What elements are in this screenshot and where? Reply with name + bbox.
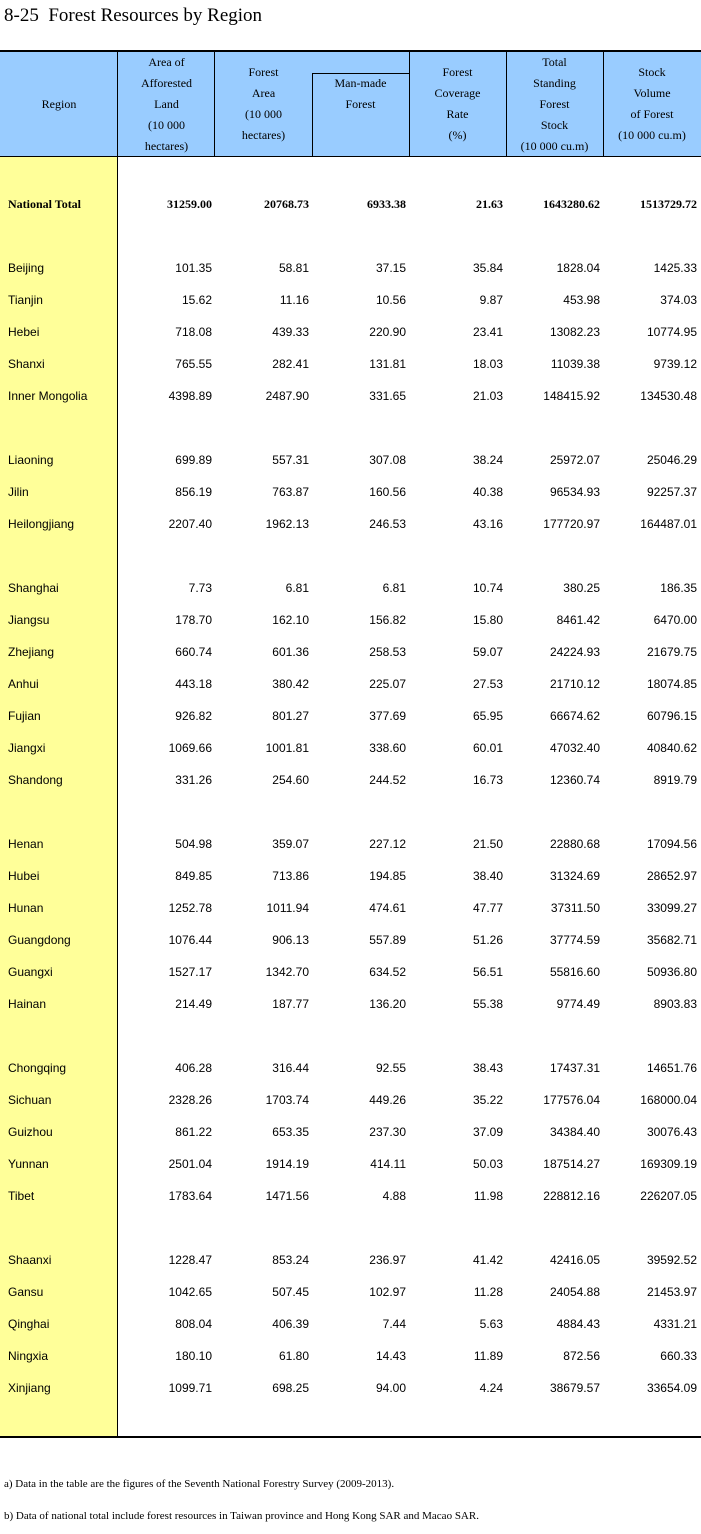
cell-value: 27.53 [472, 677, 503, 691]
cell-value: 507.45 [272, 1285, 309, 1299]
header-line: Afforested [140, 75, 193, 90]
header-line: (10 000 cu.m) [520, 138, 589, 153]
cell-value: 374.03 [660, 293, 697, 307]
cell-value: 4.24 [479, 1381, 503, 1395]
cell-value: 17094.56 [646, 837, 697, 851]
cell-value: 1042.65 [168, 1285, 212, 1299]
table-row-national-total [0, 189, 701, 221]
cell-value: 1828.04 [556, 261, 600, 275]
header-line: (10 000 [148, 117, 185, 132]
table-row [0, 669, 701, 701]
region-name: Shandong [8, 773, 63, 787]
cell-value: 227.12 [369, 837, 406, 851]
cell-value: 16.73 [472, 773, 503, 787]
cell-value: 18.03 [472, 357, 503, 371]
cell-value: 168000.04 [640, 1093, 697, 1107]
cell-value: 61.80 [278, 1349, 309, 1363]
cell-value: 2328.26 [168, 1093, 212, 1107]
cell-value: 718.08 [175, 325, 212, 339]
header-line: Man-made [334, 76, 387, 90]
cell-value: 1425.33 [653, 261, 697, 275]
cell-value: 765.55 [175, 357, 212, 371]
cell-value: 226207.05 [640, 1189, 697, 1203]
cell-value: 228812.16 [543, 1189, 600, 1203]
cell-value: 35.84 [472, 261, 503, 275]
cell-value: 39592.52 [646, 1253, 697, 1267]
cell-value: 557.31 [272, 453, 309, 467]
cell-value: 66674.62 [549, 709, 600, 723]
cell-value: 1099.71 [168, 1381, 212, 1395]
table-row [0, 445, 701, 477]
cell-value: 331.26 [175, 773, 212, 787]
cell-value: 24224.93 [549, 645, 600, 659]
region-name: Jiangxi [8, 741, 46, 755]
header-line: Stock [638, 65, 666, 79]
cell-value: 38.43 [472, 1061, 503, 1075]
cell-value: 33654.09 [646, 1381, 697, 1395]
region-name: Chongqing [8, 1061, 67, 1075]
cell-value: 35682.71 [646, 933, 697, 947]
cell-value: 38.40 [472, 869, 503, 883]
header-line: (%) [448, 128, 467, 142]
cell-value: 33099.27 [646, 901, 697, 915]
cell-value: 60.01 [472, 741, 503, 755]
cell-value: 25972.07 [549, 453, 600, 467]
cell-value: 59.07 [472, 645, 503, 659]
cell-value: 11.28 [473, 1285, 503, 1299]
cell-value: 220.90 [369, 325, 406, 339]
cell-value: 10.56 [375, 293, 406, 307]
table-row [0, 861, 701, 893]
cell-value: 244.52 [369, 773, 406, 787]
cell-value: 28652.97 [646, 869, 697, 883]
column-divider [214, 52, 215, 157]
cell-value: 254.60 [272, 773, 309, 787]
cell-value: 504.98 [175, 837, 212, 851]
table-row [0, 957, 701, 989]
header-forest-area [215, 52, 312, 156]
region-name: Shanxi [8, 357, 45, 371]
region-name: Tibet [8, 1189, 35, 1203]
region-name: Yunnan [8, 1157, 49, 1171]
cell-value: 4884.43 [556, 1317, 600, 1331]
header-line: Forest [539, 96, 570, 111]
cell-value: 42416.05 [549, 1253, 600, 1267]
cell-value: 861.22 [175, 1125, 212, 1139]
cell-value: 225.07 [369, 677, 406, 691]
cell-value: 148415.92 [543, 389, 600, 403]
cell-value: 853.24 [272, 1253, 309, 1267]
table-row [0, 605, 701, 637]
table-row [0, 733, 701, 765]
cell-value: 194.85 [369, 869, 406, 883]
cell-value: 9.87 [479, 293, 503, 307]
header-line: Land [154, 96, 179, 111]
cell-value: 331.65 [369, 389, 406, 403]
cell-value: 849.85 [175, 869, 212, 883]
bottom-rule [0, 1436, 701, 1438]
cell-value: 7.73 [188, 581, 212, 595]
cell-value: 872.56 [563, 1349, 600, 1363]
footnote-b: b) Data of national total include forest resources in Taiwan province and Hong Kong SAR and Macao SAR. [4, 1510, 479, 1522]
region-name: Fujian [8, 709, 41, 723]
cell-value: 660.33 [660, 1349, 697, 1363]
region-name: National Total [8, 197, 82, 211]
cell-value: 557.89 [369, 933, 406, 947]
table-row [0, 1149, 701, 1181]
cell-value: 65.95 [472, 709, 503, 723]
cell-value: 474.61 [369, 901, 406, 915]
cell-value: 169309.19 [640, 1157, 697, 1171]
table-row [0, 509, 701, 541]
cell-value: 698.25 [272, 1381, 309, 1395]
cell-value: 1783.64 [168, 1189, 212, 1203]
cell-value: 2207.40 [168, 517, 212, 531]
cell-value: 1914.19 [265, 1157, 309, 1171]
cell-value: 92257.37 [646, 485, 697, 499]
table-row [0, 765, 701, 797]
cell-value: 55.38 [472, 997, 503, 1011]
header-line: Rate [446, 107, 469, 121]
table-row [0, 829, 701, 861]
cell-value: 178.70 [175, 613, 212, 627]
table-row [0, 1181, 701, 1213]
cell-value: 4398.89 [168, 389, 212, 403]
region-name: Hebei [8, 325, 40, 339]
cell-value: 164487.01 [640, 517, 697, 531]
cell-value: 13082.23 [549, 325, 600, 339]
column-divider [603, 52, 604, 157]
region-name: Shaanxi [8, 1253, 52, 1267]
region-name: Ningxia [8, 1349, 49, 1363]
cell-value: 30076.43 [646, 1125, 697, 1139]
header-line: Forest [345, 97, 376, 111]
region-name: Xinjiang [8, 1381, 51, 1395]
cell-value: 131.81 [369, 357, 406, 371]
header-line: (10 000 [245, 107, 282, 121]
header-line: hectares) [241, 128, 286, 142]
cell-value: 47032.40 [549, 741, 600, 755]
table-row [0, 349, 701, 381]
cell-value: 21710.12 [549, 677, 600, 691]
cell-value: 21679.75 [646, 645, 697, 659]
cell-value: 11.89 [473, 1349, 503, 1363]
header-standing-stock [506, 52, 603, 156]
table-row [0, 253, 701, 285]
region-name: Anhui [8, 677, 39, 691]
header-line: Standing [533, 75, 576, 90]
cell-value: 380.42 [272, 677, 309, 691]
cell-value: 40.38 [472, 485, 503, 499]
cell-value: 6.81 [382, 581, 406, 595]
cell-value: 1513729.72 [640, 197, 697, 211]
cell-value: 6470.00 [653, 613, 697, 627]
cell-value: 94.00 [375, 1381, 406, 1395]
region-name: Zhejiang [8, 645, 55, 659]
cell-value: 37774.59 [549, 933, 600, 947]
cell-value: 50936.80 [646, 965, 697, 979]
subheader-divider [312, 73, 409, 74]
cell-value: 4331.21 [653, 1317, 697, 1331]
table-row [0, 1053, 701, 1085]
region-name: Tianjin [8, 293, 43, 307]
table-row [0, 573, 701, 605]
header-line: Area of [148, 54, 185, 69]
cell-value: 102.97 [369, 1285, 406, 1299]
region-name: Inner Mongolia [8, 389, 88, 403]
cell-value: 180.10 [175, 1349, 212, 1363]
cell-value: 713.86 [272, 869, 309, 883]
cell-value: 25046.29 [646, 453, 697, 467]
table-row [0, 701, 701, 733]
table-row [0, 317, 701, 349]
cell-value: 55816.60 [549, 965, 600, 979]
cell-value: 31324.69 [549, 869, 600, 883]
cell-value: 186.35 [660, 581, 697, 595]
cell-value: 414.11 [370, 1157, 406, 1171]
cell-value: 699.89 [175, 453, 212, 467]
header-line: Coverage [434, 86, 481, 100]
header-line: (10 000 cu.m) [618, 128, 686, 142]
cell-value: 1001.81 [265, 741, 309, 755]
cell-value: 1342.70 [265, 965, 309, 979]
cell-value: 8903.83 [653, 997, 697, 1011]
page-title: 8-25 Forest Resources by Region [4, 5, 263, 26]
cell-value: 6.81 [285, 581, 309, 595]
table-row [0, 925, 701, 957]
cell-value: 10.74 [472, 581, 503, 595]
table-row [0, 1085, 701, 1117]
header-forest-coverage [409, 52, 506, 156]
header-region: Region [41, 96, 77, 111]
cell-value: 236.97 [369, 1253, 406, 1267]
cell-value: 406.39 [272, 1317, 309, 1331]
cell-value: 214.49 [175, 997, 212, 1011]
cell-value: 12360.74 [549, 773, 600, 787]
cell-value: 1069.66 [168, 741, 212, 755]
cell-value: 60796.15 [646, 709, 697, 723]
cell-value: 258.53 [369, 645, 406, 659]
table-row [0, 893, 701, 925]
table-header [0, 52, 701, 157]
region-name: Henan [8, 837, 44, 851]
cell-value: 9774.49 [556, 997, 600, 1011]
table-row [0, 1309, 701, 1341]
cell-value: 634.52 [369, 965, 406, 979]
cell-value: 50.03 [472, 1157, 503, 1171]
cell-value: 1703.74 [265, 1093, 309, 1107]
cell-value: 307.08 [369, 453, 406, 467]
cell-value: 1471.56 [265, 1189, 309, 1203]
cell-value: 37.09 [472, 1125, 503, 1139]
table-row [0, 637, 701, 669]
cell-value: 4.88 [382, 1189, 406, 1203]
cell-value: 31259.00 [167, 197, 212, 211]
cell-value: 22880.68 [549, 837, 600, 851]
cell-value: 926.82 [175, 709, 212, 723]
region-name: Guizhou [8, 1125, 53, 1139]
cell-value: 359.07 [272, 837, 309, 851]
cell-value: 9739.12 [653, 357, 697, 371]
cell-value: 37311.50 [550, 901, 600, 915]
table-row [0, 1373, 701, 1405]
header-line: hectares) [144, 138, 189, 153]
region-name: Guangxi [8, 965, 53, 979]
cell-value: 15.80 [472, 613, 503, 627]
region-name: Hunan [8, 901, 44, 915]
cell-value: 187514.27 [543, 1157, 600, 1171]
cell-value: 453.98 [563, 293, 600, 307]
cell-value: 40840.62 [646, 741, 697, 755]
cell-value: 160.56 [369, 485, 406, 499]
cell-value: 1011.94 [266, 901, 309, 915]
cell-value: 1228.47 [168, 1253, 212, 1267]
cell-value: 443.18 [175, 677, 212, 691]
table-row [0, 477, 701, 509]
cell-value: 21453.97 [646, 1285, 697, 1299]
region-name: Jiangsu [8, 613, 50, 627]
region-name: Qinghai [8, 1317, 50, 1331]
cell-value: 17437.31 [549, 1061, 600, 1075]
region-name: Beijing [8, 261, 45, 275]
table-row [0, 1117, 701, 1149]
region-name: Heilongjiang [8, 517, 75, 531]
cell-value: 11039.38 [550, 357, 600, 371]
header-line: Area [251, 86, 276, 100]
cell-value: 377.69 [369, 709, 406, 723]
cell-value: 1643280.62 [543, 197, 600, 211]
header-line: Stock [540, 117, 569, 132]
cell-value: 23.41 [472, 325, 503, 339]
cell-value: 38.24 [472, 453, 503, 467]
header-line: of Forest [630, 107, 674, 121]
region-name: Hubei [8, 869, 40, 883]
cell-value: 5.63 [479, 1317, 503, 1331]
column-divider [312, 73, 313, 157]
cell-value: 14651.76 [646, 1061, 697, 1075]
table-row [0, 285, 701, 317]
header-afforested-land [118, 52, 215, 156]
cell-value: 134530.48 [640, 389, 697, 403]
cell-value: 43.16 [472, 517, 503, 531]
cell-value: 8461.42 [556, 613, 600, 627]
cell-value: 156.82 [369, 613, 406, 627]
cell-value: 906.13 [272, 933, 309, 947]
cell-value: 1527.17 [168, 965, 212, 979]
cell-value: 162.10 [272, 613, 309, 627]
cell-value: 56.51 [472, 965, 503, 979]
cell-value: 101.35 [175, 261, 212, 275]
cell-value: 282.41 [272, 357, 309, 371]
region-name: Liaoning [8, 453, 54, 467]
header-man-made-forest [312, 73, 409, 156]
cell-value: 15.62 [181, 293, 212, 307]
cell-value: 11.16 [279, 293, 309, 307]
column-divider [409, 52, 410, 157]
cell-value: 246.53 [369, 517, 406, 531]
cell-value: 406.28 [175, 1061, 212, 1075]
header-line: Total [542, 54, 567, 69]
cell-value: 21.50 [472, 837, 503, 851]
cell-value: 34384.40 [549, 1125, 600, 1139]
cell-value: 177720.97 [543, 517, 600, 531]
cell-value: 41.42 [472, 1253, 503, 1267]
cell-value: 1252.78 [168, 901, 212, 915]
header-stock-volume [603, 52, 701, 156]
cell-value: 6933.38 [367, 197, 406, 211]
cell-value: 187.77 [272, 997, 309, 1011]
cell-value: 11.98 [473, 1189, 503, 1203]
cell-value: 316.44 [272, 1061, 309, 1075]
cell-value: 1076.44 [168, 933, 212, 947]
footnote-a: a) Data in the table are the figures of the Seventh National Forestry Survey (2009-2013). [4, 1478, 395, 1490]
cell-value: 449.26 [369, 1093, 406, 1107]
cell-value: 601.36 [272, 645, 309, 659]
cell-value: 47.77 [472, 901, 503, 915]
cell-value: 21.03 [472, 389, 503, 403]
cell-value: 177576.04 [543, 1093, 600, 1107]
cell-value: 136.20 [369, 997, 406, 1011]
cell-value: 51.26 [472, 933, 503, 947]
region-name: Hainan [8, 997, 47, 1011]
cell-value: 2487.90 [265, 389, 309, 403]
cell-value: 338.60 [369, 741, 406, 755]
cell-value: 37.15 [375, 261, 406, 275]
cell-value: 1962.13 [265, 517, 309, 531]
cell-value: 660.74 [175, 645, 212, 659]
cell-value: 24054.88 [549, 1285, 600, 1299]
region-name: Sichuan [8, 1093, 52, 1107]
cell-value: 380.25 [563, 581, 600, 595]
cell-value: 18074.85 [646, 677, 697, 691]
table-row [0, 1245, 701, 1277]
cell-value: 92.55 [375, 1061, 406, 1075]
cell-value: 20768.73 [264, 197, 309, 211]
region-name: Guangdong [8, 933, 71, 947]
table-row [0, 381, 701, 413]
cell-value: 96534.93 [549, 485, 600, 499]
cell-value: 801.27 [272, 709, 309, 723]
region-name: Shanghai [8, 581, 59, 595]
cell-value: 38679.57 [549, 1381, 600, 1395]
region-name: Gansu [8, 1285, 44, 1299]
cell-value: 35.22 [472, 1093, 503, 1107]
header-line: Forest [442, 65, 473, 79]
cell-value: 653.35 [272, 1125, 309, 1139]
header-line: Forest [248, 65, 279, 79]
table-row [0, 1277, 701, 1309]
cell-value: 7.44 [382, 1317, 406, 1331]
cell-value: 58.81 [278, 261, 309, 275]
cell-value: 14.43 [375, 1349, 406, 1363]
cell-value: 808.04 [175, 1317, 212, 1331]
cell-value: 2501.04 [168, 1157, 212, 1171]
table-row [0, 989, 701, 1021]
cell-value: 21.63 [476, 197, 503, 211]
cell-value: 856.19 [175, 485, 212, 499]
cell-value: 439.33 [272, 325, 309, 339]
cell-value: 10774.95 [646, 325, 697, 339]
header-line: Volume [633, 86, 671, 100]
cell-value: 8919.79 [653, 773, 697, 787]
cell-value: 237.30 [369, 1125, 406, 1139]
table-row [0, 1341, 701, 1373]
region-name: Jilin [8, 485, 29, 499]
cell-value: 763.87 [272, 485, 309, 499]
column-divider [506, 52, 507, 157]
